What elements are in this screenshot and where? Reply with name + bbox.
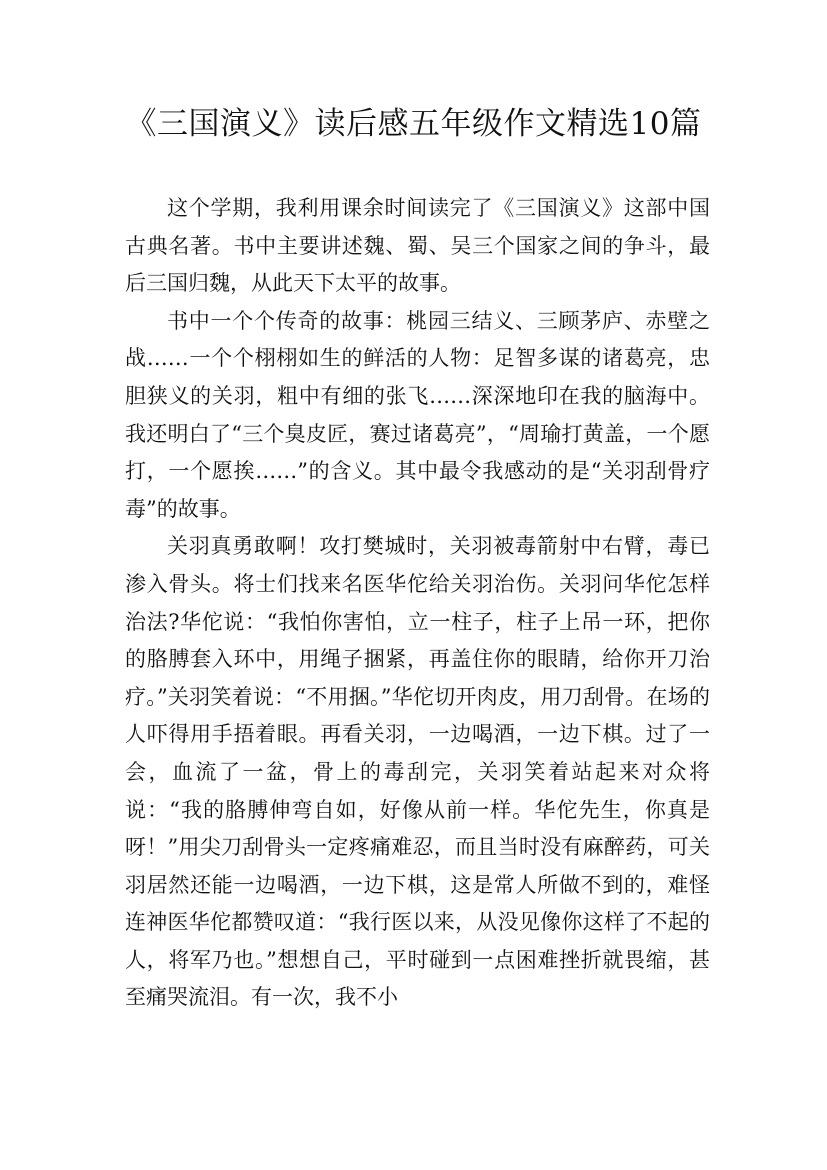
paragraph-2: 书中一个个传奇的故事：桃园三结义、三顾茅庐、赤壁之战……一个个栩栩如生的鲜活的人物：足智多谋的诸葛亮，忠胆狭义的关羽，粗中有细的张飞……深深地印在我的脑海中。我还明白了“三个臭皮匠，赛过诸葛亮”，“周瑜打黄盖，一个愿打，一个愿挨……”的含义。其中最令我感动的是“关羽刮骨疗毒”的故事。 — [125, 308, 710, 521]
document-body — [125, 190, 710, 1017]
document-title: 《三国演义》读后感五年级作文精选10篇 — [125, 106, 702, 142]
paragraph-1: 这个学期，我利用课余时间读完了《三国演义》这部中国古典名著。书中主要讲述魏、蜀、吴三个国家之间的争斗，最后三国归魏，从此天下太平的故事。 — [125, 196, 710, 296]
paragraph-3: 关羽真勇敢啊！攻打樊城时，关羽被毒箭射中右臂，毒已渗入骨头。将士们找来名医华佗给关羽治伤。关羽问华佗怎样治法?华佗说：“我怕你害怕，立一柱子，柱子上吊一环，把你的胳膊套入环中，用绳子捆紧，再盖住你的眼睛，给你开刀治疗。”关羽笑着说：“不用捆。”华佗切开肉皮，用刀刮骨。在场的人吓得用手捂着眼。再看关羽，一边喝酒，一边下棋。过了一会，血流了一盆，骨上的毒刮完，关羽笑着站起来对众将说：“我的胳膊伸弯自如，好像从前一样。华佗先生，你真是呀！”用尖刀刮骨头一定疼痛难忍，而且当时没有麻醉药，可关羽居然还能一边喝酒，一边下棋，这是常人所做不到的，难怪连神医华佗都赞叹道：“我行医以来，从没见像你这样了不起的人，将军乃也。”想想自己，平时碰到一点困难挫折就畏缩，甚至痛哭流泪。有一次，我不小 — [125, 534, 710, 1010]
